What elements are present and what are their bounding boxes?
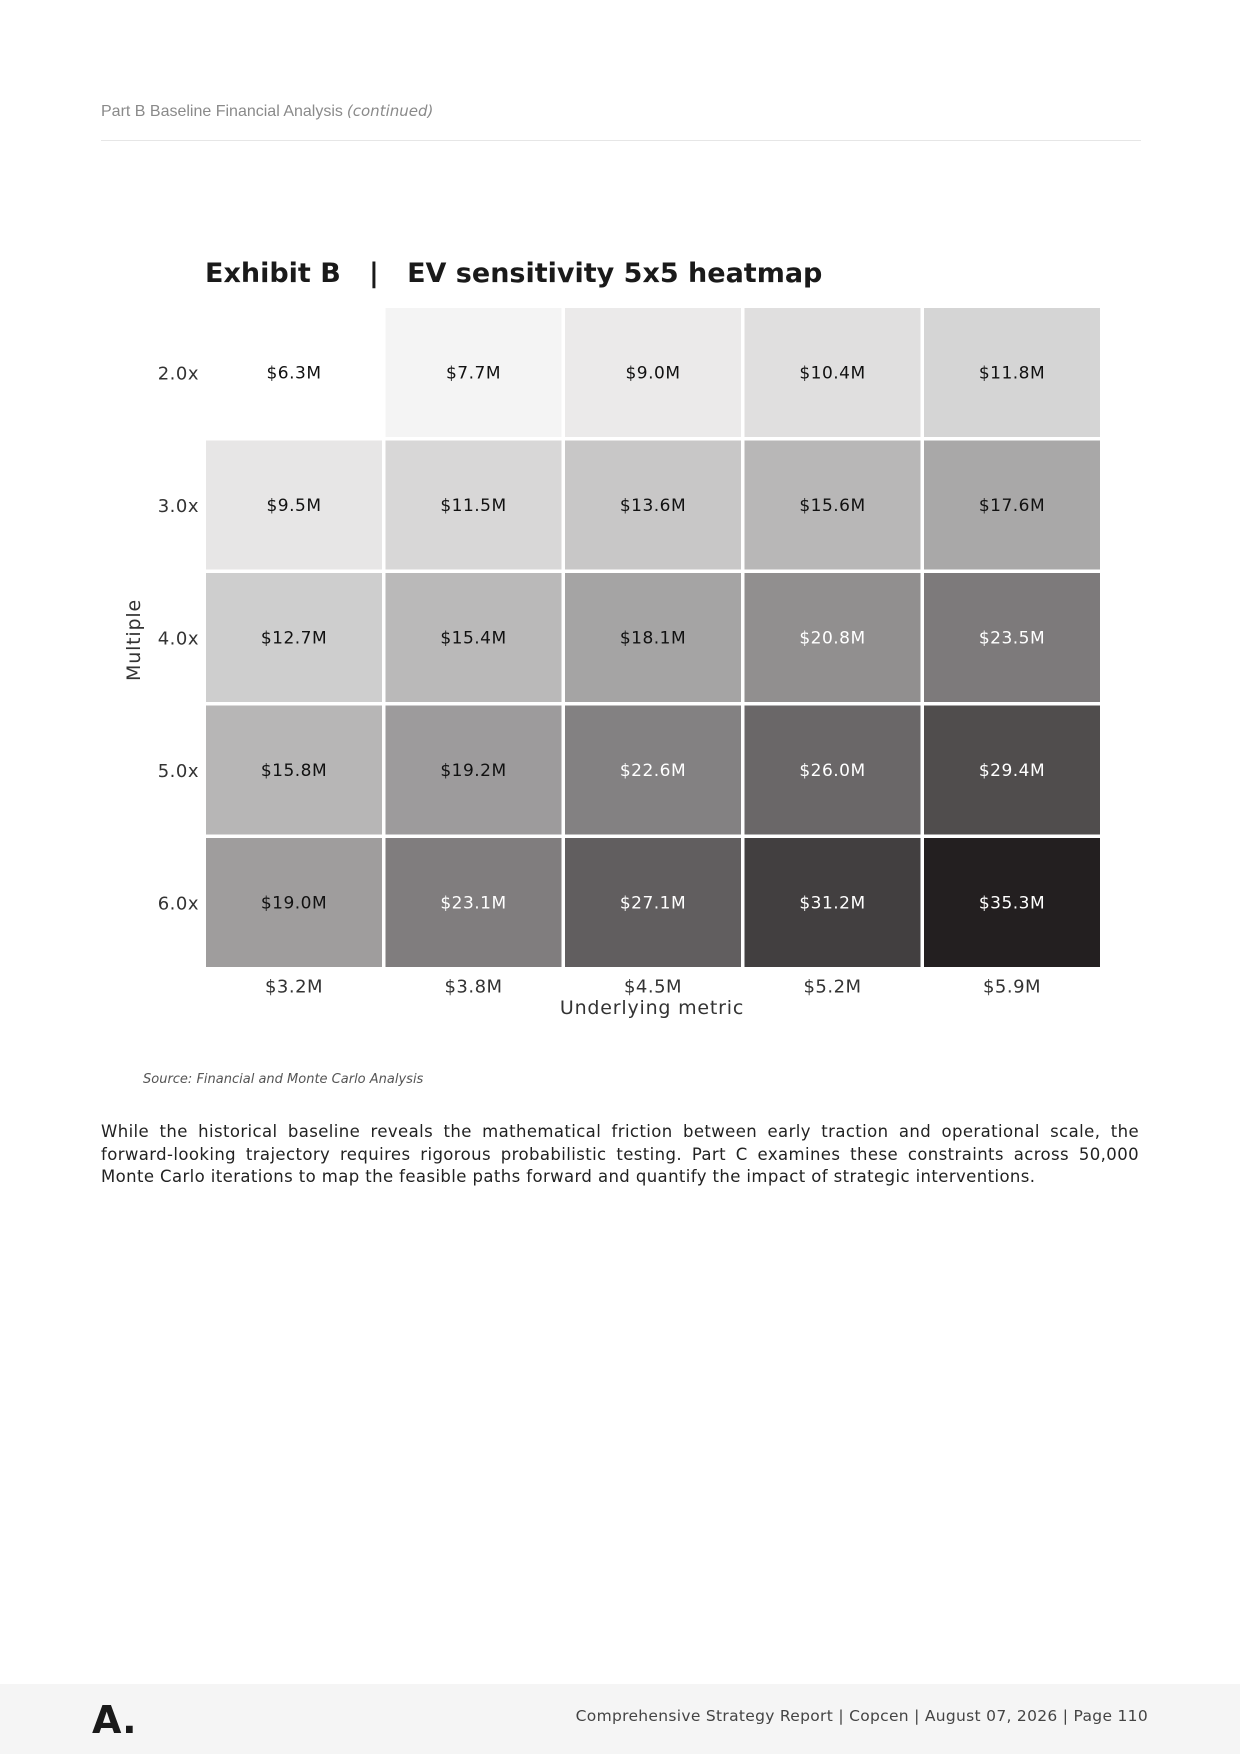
heatmap-cell-label: $6.3M — [266, 363, 322, 384]
heatmap-cell-label: $18.1M — [619, 628, 687, 649]
heatmap-cell-label: $11.5M — [440, 496, 507, 516]
heatmap-cell-label: $10.4M — [799, 363, 866, 384]
heatmap-cell-label: $26.0M — [799, 761, 866, 781]
x-tick-label: $3.2M — [264, 976, 324, 998]
x-axis-label: Underlying metric — [559, 997, 745, 1019]
x-tick-label: $5.2M — [803, 976, 862, 998]
x-tick-label: $5.9M — [982, 976, 1042, 998]
y-tick-label: 6.0x — [157, 893, 199, 915]
section-title: Part B Baseline Financial Analysis — [101, 103, 343, 120]
heatmap-cell-label: $13.6M — [619, 496, 687, 516]
heatmap-cell-label: $9.0M — [625, 363, 681, 384]
heatmap-cell-label: $15.8M — [260, 761, 328, 781]
y-axis-label: Multiple — [123, 599, 145, 681]
heatmap-cell-label: $31.2M — [799, 893, 866, 914]
source-note: Source: Financial and Monte Carlo Analysis — [143, 1072, 424, 1087]
y-tick-label: 3.0x — [157, 496, 199, 517]
continued-label: (continued) — [346, 102, 434, 120]
footer-text: Comprehensive Strategy Report | Copcen | August 07, 2026 | Page 110 — [575, 1707, 1148, 1725]
y-tick-label: 5.0x — [157, 761, 199, 782]
body-paragraph: While the historical baseline reveals the mathematical friction between early traction and operational scale, the forward-looking trajectory requires rigorous probabilistic testing. Part C examines these constraints across 50,000 Monte Carlo iterations to map the feasible paths forward and quantify the impact of strategic interventions. — [101, 1122, 1139, 1186]
heatmap-cell-label: $9.5M — [266, 496, 322, 516]
heatmap-cell-label: $15.6M — [799, 496, 866, 516]
heatmap-cell-label: $12.7M — [260, 628, 328, 649]
heatmap-cell-label: $15.4M — [440, 628, 507, 649]
x-tick-label: $3.8M — [444, 976, 503, 998]
y-tick-label: 2.0x — [157, 363, 199, 385]
heatmap-cell-label: $19.0M — [260, 893, 328, 914]
heatmap-cell-label: $27.1M — [619, 893, 687, 914]
heatmap-cell-label: $11.8M — [978, 363, 1046, 384]
heatmap-cell-label: $7.7M — [445, 363, 502, 384]
chart-title: Exhibit B | EV sensitivity 5x5 heatmap — [205, 258, 823, 289]
heatmap-cell-label: $23.5M — [978, 628, 1046, 649]
heatmap-cell-label: $19.2M — [440, 761, 507, 781]
heatmap-cell-label: $22.6M — [619, 761, 687, 781]
y-tick-label: 4.0x — [157, 628, 199, 650]
heatmap-cell-label: $17.6M — [978, 496, 1046, 516]
heatmap-cell-label: $23.1M — [440, 893, 507, 914]
footer-logo: A. — [92, 1698, 137, 1742]
page-footer — [0, 1684, 1240, 1754]
heatmap-cell-label: $29.4M — [978, 761, 1046, 781]
heatmap-cell-label: $35.3M — [978, 893, 1046, 914]
heatmap-cell-label: $20.8M — [799, 628, 866, 649]
x-tick-label: $4.5M — [623, 976, 683, 998]
